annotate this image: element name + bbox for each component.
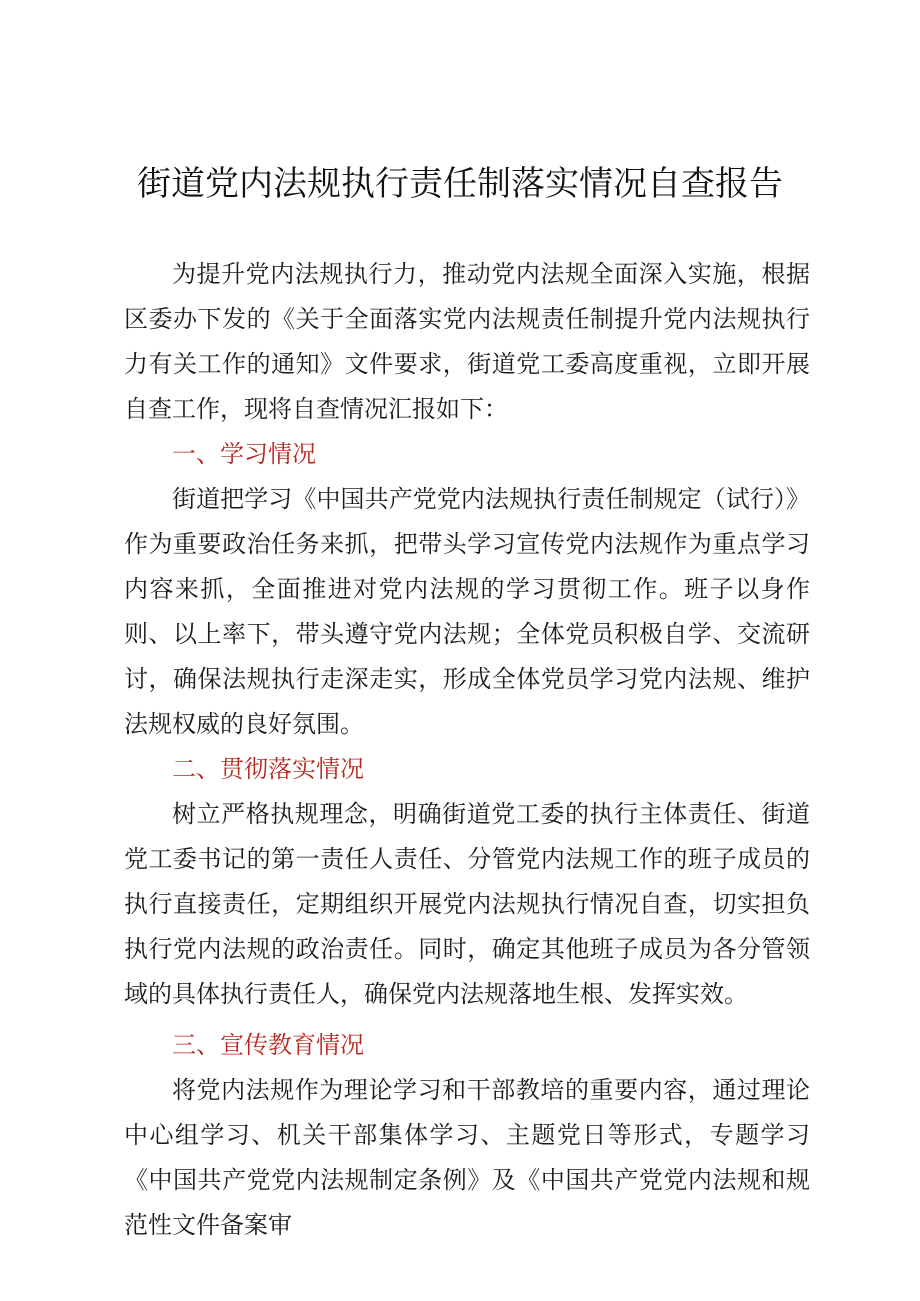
section-paragraph-implementation: 树立严格执规理念，明确街道党工委的执行主体责任、街道党工委书记的第一责任人责任、分管党内法规工作的班子成员的执行直接责任，定期组织开展党内法规执行情况自查，切实担负执行党内法规的政治责任。同时，确定其他班子成员为各分管领域的具体执行责任人，确保党内法规落地生根、发挥实效。 xyxy=(124,800,810,1008)
section-heading-implementation: 二、贯彻落实情况 xyxy=(172,755,364,783)
section-heading-study: 一、学习情况 xyxy=(172,440,316,468)
section-heading-publicity: 三、宣传教育情况 xyxy=(172,1031,364,1059)
intro-paragraph: 为提升党内法规执行力，推动党内法规全面深入实施，根据区委办下发的《关于全面落实党内法规责任制提升党内法规执行力有关工作的通知》文件要求，街道党工委高度重视，立即开展自查工作，现将自查情况汇报如下： xyxy=(124,260,810,423)
document-body xyxy=(124,252,810,1248)
document-title: 街道党内法规执行责任制落实情况自查报告 xyxy=(137,164,783,204)
section-paragraph-publicity: 将党内法规作为理论学习和干部教培的重要内容，通过理论中心组学习、机关干部集体学习、主题党日等形式，专题学习《中国共产党党内法规制定条例》及《中国共产党党内法规和规范性文件备案审 xyxy=(124,1076,810,1239)
section-paragraph-study: 街道把学习《中国共产党党内法规执行责任制规定（试行）》作为重要政治任务来抓，把带头学习宣传党内法规作为重点学习内容来抓，全面推进对党内法规的学习贯彻工作。班子以身作则、以上率下，带头遵守党内法规；全体党员积极自学、交流研讨，确保法规执行走深走实，形成全体党员学习党内法规、维护法规权威的良好氛围。 xyxy=(124,485,810,738)
